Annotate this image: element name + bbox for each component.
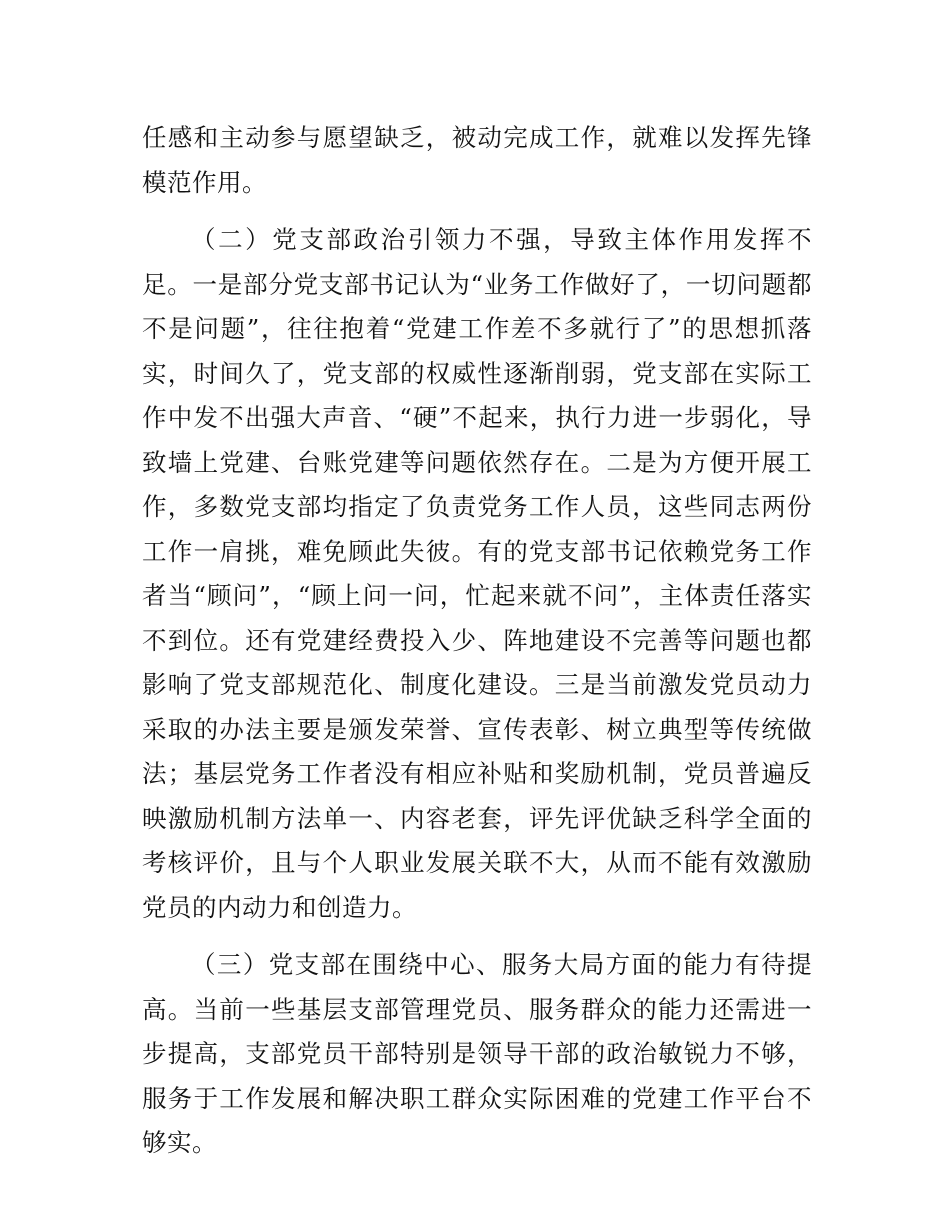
document-body — [142, 116, 812, 1166]
paragraph-section-two: （二）党支部政治引领力不强，导致主体作用发挥不足。一是部分党支部书记认为“业务工作做好了，一切问题都不是问题”，往往抱着“党建工作差不多就行了”的思想抓落实，时间久了，党支部的权威性逐渐削弱，党支部在实际工作中发不出强大声音、“硬”不起来，执行力进一步弱化，导致墙上党建、台账党建等问题依然存在。二是为方便开展工作，多数党支部均指定了负责党务工作人员，这些同志两份工作一肩挑，难免顾此失彼。有的党支部书记依赖党务工作者当“顾问”，“顾上问一问，忙起来就不问”，主体责任落实不到位。还有党建经费投入少、阵地建设不完善等问题也都影响了党支部规范化、制度化建设。三是当前激发党员动力采取的办法主要是颁发荣誉、宣传表彰、树立典型等传统做法；基层党务工作者没有相应补贴和奖励机制，党员普遍反映激励机制方法单一、内容老套，评先评优缺乏科学全面的考核评价，且与个人职业发展关联不大，从而不能有效激励党员的内动力和创造力。 — [142, 225, 812, 922]
paragraph-section-three: （三）党支部在围绕中心、服务大局方面的能力有待提高。当前一些基层支部管理党员、服务群众的能力还需进一步提高，支部党员干部特别是领导干部的政治敏锐力不够，服务于工作发展和解决职工群众实际困难的党建工作平台不够实。 — [142, 950, 812, 1157]
paragraph-continuation: 任感和主动参与愿望缺乏，被动完成工作，就难以发挥先锋模范作用。 — [142, 123, 812, 197]
